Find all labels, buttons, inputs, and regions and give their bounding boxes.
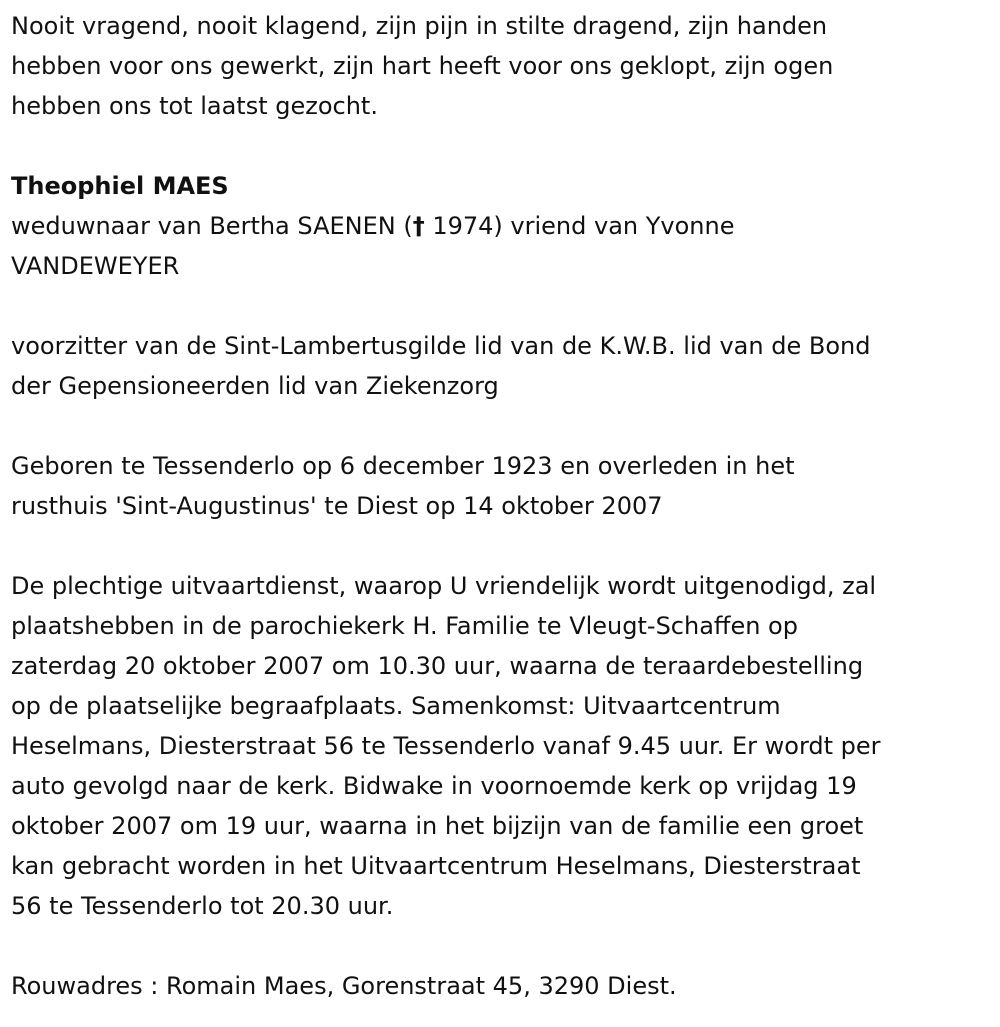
paragraph-spacer: [11, 926, 991, 966]
paragraph-spacer: [11, 526, 991, 566]
funeral-line: oktober 2007 om 19 uur, waarna in het bijzijn van de familie een groet: [11, 812, 864, 840]
deceased-relation: [11, 206, 991, 286]
funeral-line: plaatshebben in de parochiekerk H. Familie te Vleugt-Schaffen op: [11, 612, 798, 640]
intro-line: hebben ons tot laatst gezocht.: [11, 92, 378, 120]
intro-line: Nooit vragend, nooit klagend, zijn pijn in stilte dragend, zijn handen: [11, 12, 828, 40]
funeral-line: op de plaatselijke begraafplaats. Samenkomst: Uitvaartcentrum: [11, 692, 781, 720]
paragraph-spacer: [11, 286, 991, 326]
funeral-info: [11, 566, 991, 926]
relation-line: [11, 206, 991, 246]
funeral-line: auto gevolgd naar de kerk. Bidwake in voornoemde kerk op vrijdag 19: [11, 772, 857, 800]
funeral-line: kan gebracht worden in het Uitvaartcentrum Heselmans, Diesterstraat: [11, 852, 861, 880]
mourning-address: [11, 966, 991, 1006]
paragraph-spacer: [11, 406, 991, 446]
funeral-line: 56 te Tessenderlo tot 20.30 uur.: [11, 892, 394, 920]
memberships: [11, 326, 991, 406]
relation-line: VANDEWEYER: [11, 252, 180, 280]
birth-death-line: Geboren te Tessenderlo op 6 december 1923 en overleden in het: [11, 452, 795, 480]
paragraph-spacer: [11, 126, 991, 166]
intro-quote: [11, 6, 991, 126]
funeral-line: Heselmans, Diesterstraat 56 te Tessenderlo vanaf 9.45 uur. Er wordt per: [11, 732, 881, 760]
cross-icon: †: [412, 212, 425, 240]
intro-line: hebben voor ons gewerkt, zijn hart heeft voor ons geklopt, zijn ogen: [11, 52, 834, 80]
relation-text-before: weduwnaar van Bertha SAENEN (: [11, 212, 413, 240]
obituary-text: [11, 6, 991, 1006]
membership-line: voorzitter van de Sint-Lambertusgilde lid van de K.W.B. lid van de Bond: [11, 332, 871, 360]
mourning-address-line: Rouwadres : Romain Maes, Gorenstraat 45, 3290 Diest.: [11, 972, 677, 1000]
birth-death-info: [11, 446, 991, 526]
birth-death-line: rusthuis 'Sint-Augustinus' te Diest op 14 oktober 2007: [11, 492, 663, 520]
funeral-line: zaterdag 20 oktober 2007 om 10.30 uur, waarna de teraardebestelling: [11, 652, 864, 680]
funeral-line: De plechtige uitvaartdienst, waarop U vriendelijk wordt uitgenodigd, zal: [11, 572, 877, 600]
membership-line: der Gepensioneerden lid van Ziekenzorg: [11, 372, 499, 400]
relation-text-after: 1974) vriend van Yvonne: [424, 212, 735, 240]
deceased-name: Theophiel MAES: [11, 172, 229, 200]
